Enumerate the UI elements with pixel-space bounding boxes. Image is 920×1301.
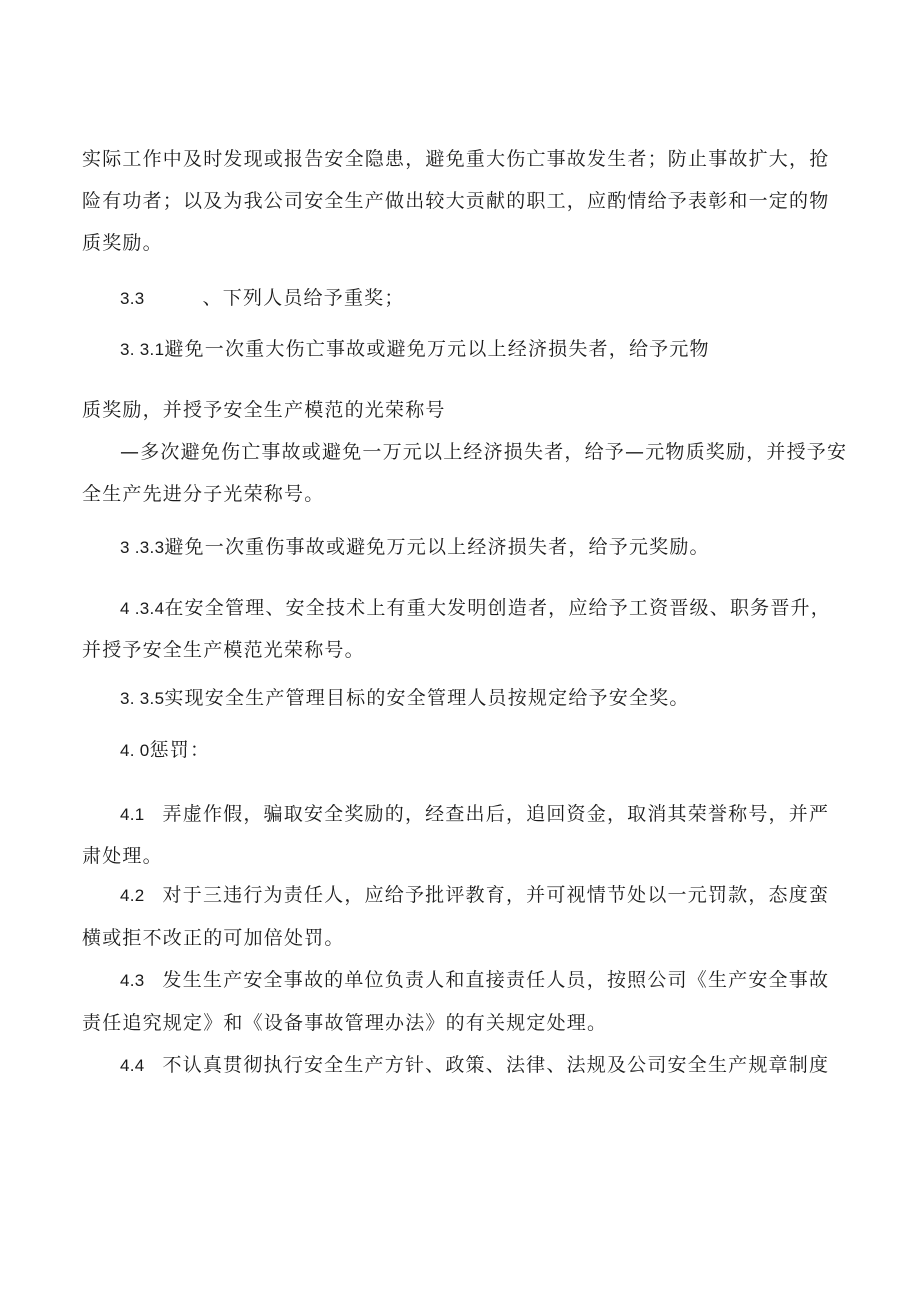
section-text: 发生生产安全事故的单位负责人和直接责任人员，按照公司《生产安全事故 [162, 969, 830, 991]
section-number: 4.1 [120, 805, 145, 824]
section-text: 不认真贯彻执行安全生产方针、政策、法律、法规及公司安全生产规章制度 [162, 1054, 830, 1076]
paragraph-line: 并授予安全生产模范光荣称号。 [82, 639, 365, 661]
section-4-1 [120, 802, 829, 827]
paragraph-line: 质奖励。 [82, 232, 163, 254]
section-text: 在安全管理、安全技术上有重大发明创造者，应给予工资晋级、职务晋升， [164, 597, 831, 619]
section-text: 实现安全生产管理目标的安全管理人员按规定给予安全奖。 [164, 687, 690, 709]
section-text: 避免一次重伤事故或避免万元以上经济损失者，给予元奖励。 [164, 536, 710, 558]
paragraph-line: 横或拒不改正的可加倍处罚。 [82, 927, 345, 949]
section-3-3 [120, 286, 405, 311]
paragraph-line: 实际工作中及时发现或报告安全隐患，避免重大伤亡事故发生者；防止事故扩大，抢 [82, 148, 830, 170]
section-number: 4 .3.4 [120, 599, 165, 618]
section-number: 3 .3.3 [120, 538, 165, 557]
section-number: 4.2 [120, 886, 145, 905]
paragraph-line: 全生产先进分子光荣称号。 [82, 483, 325, 505]
section-number: 4.4 [120, 1056, 145, 1075]
section-number: 4.3 [120, 971, 145, 990]
paragraph-line: 质奖励，并授予安全生产模范的光荣称号 [82, 399, 446, 421]
section-4-2 [120, 883, 829, 908]
section-text: 惩罚： [149, 739, 211, 761]
section-4-0 [120, 738, 210, 763]
section-4-3 [120, 968, 829, 993]
section-3-3-1 [120, 337, 710, 362]
section-3-3-4 [120, 596, 831, 621]
paragraph-line: —多次避免伤亡事故或避免一万元以上经济损失者，给予—元物质奖励，并授予安 [120, 441, 848, 463]
paragraph-line: 险有功者；以及为我公司安全生产做出较大贡献的职工，应酌情给予表彰和一定的物 [82, 190, 830, 212]
paragraph-line: 肃处理。 [82, 845, 163, 867]
section-3-3-5 [120, 686, 690, 711]
section-number: 3.3 [120, 289, 145, 308]
section-number: 4. 0 [120, 741, 150, 760]
section-text: 对于三违行为责任人，应给予批评教育，并可视情节处以一元罚款，态度蛮 [162, 884, 830, 906]
section-text: 、下列人员给予重奖； [202, 287, 405, 309]
section-number: 3. 3.5 [120, 689, 165, 708]
section-text: 弄虚作假，骗取安全奖励的，经查出后，追回资金，取消其荣誉称号，并严 [162, 803, 830, 825]
paragraph-line: 责任追究规定》和《设备事故管理办法》的有关规定处理。 [82, 1012, 608, 1034]
section-number: 3. 3.1 [120, 340, 165, 359]
section-4-4 [120, 1053, 829, 1078]
section-text: 避免一次重大伤亡事故或避免万元以上经济损失者，给予元物 [164, 338, 710, 360]
section-3-3-3 [120, 535, 710, 560]
